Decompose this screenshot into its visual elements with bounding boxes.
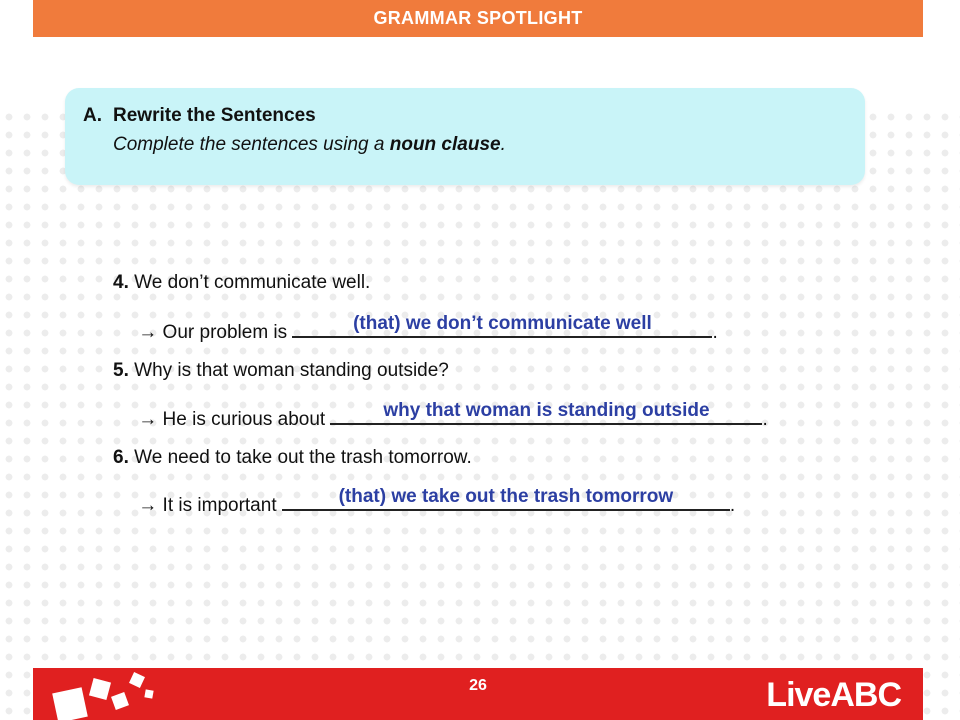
answer-blank[interactable] — [292, 313, 712, 338]
question-text: Why is that woman standing outside? — [134, 360, 449, 381]
question-text: We need to take out the trash tomorrow. — [134, 447, 472, 468]
answer-text: (that) we don’t communicate well — [353, 313, 652, 334]
exercise-question — [113, 272, 370, 294]
header-title: GRAMMAR SPOTLIGHT — [373, 8, 583, 28]
instruction-sub-end: . — [500, 134, 506, 155]
exercise-answer-line — [113, 313, 718, 344]
instruction-heading — [83, 105, 316, 127]
answer-prompt: → It is important — [138, 495, 277, 516]
liveabc-logo: LiveABC — [766, 676, 901, 714]
answer-blank[interactable] — [330, 400, 762, 425]
exercise-answer-line — [113, 400, 768, 431]
answer-end: . — [729, 495, 736, 516]
answer-prompt: → He is curious about — [138, 409, 326, 430]
instruction-subtitle — [113, 134, 506, 156]
exercise-question — [113, 360, 449, 382]
answer-end: . — [712, 322, 718, 343]
answer-text: (that) we take out the trash tomorrow — [338, 486, 674, 507]
question-number: 6. — [113, 447, 129, 468]
answer-blank[interactable] — [282, 486, 730, 511]
answer-text: why that woman is standing outside — [383, 400, 710, 421]
instruction-sub-bold: noun clause — [389, 134, 501, 155]
section-letter: A. — [83, 105, 102, 126]
page-number: 26 — [469, 677, 487, 694]
exercise-question — [113, 447, 472, 469]
question-text: We don’t communicate well. — [134, 272, 371, 293]
footer-bar — [33, 668, 923, 720]
header-bar — [33, 0, 923, 37]
section-heading: Rewrite the Sentences — [113, 105, 316, 126]
question-number: 4. — [113, 272, 129, 293]
instruction-sub-text: Complete the sentences using a — [113, 134, 390, 155]
answer-end: . — [762, 409, 768, 430]
answer-prompt: → Our problem is — [138, 322, 288, 343]
instruction-box — [65, 88, 865, 185]
question-number: 5. — [113, 360, 129, 381]
exercise-answer-line — [113, 486, 736, 517]
